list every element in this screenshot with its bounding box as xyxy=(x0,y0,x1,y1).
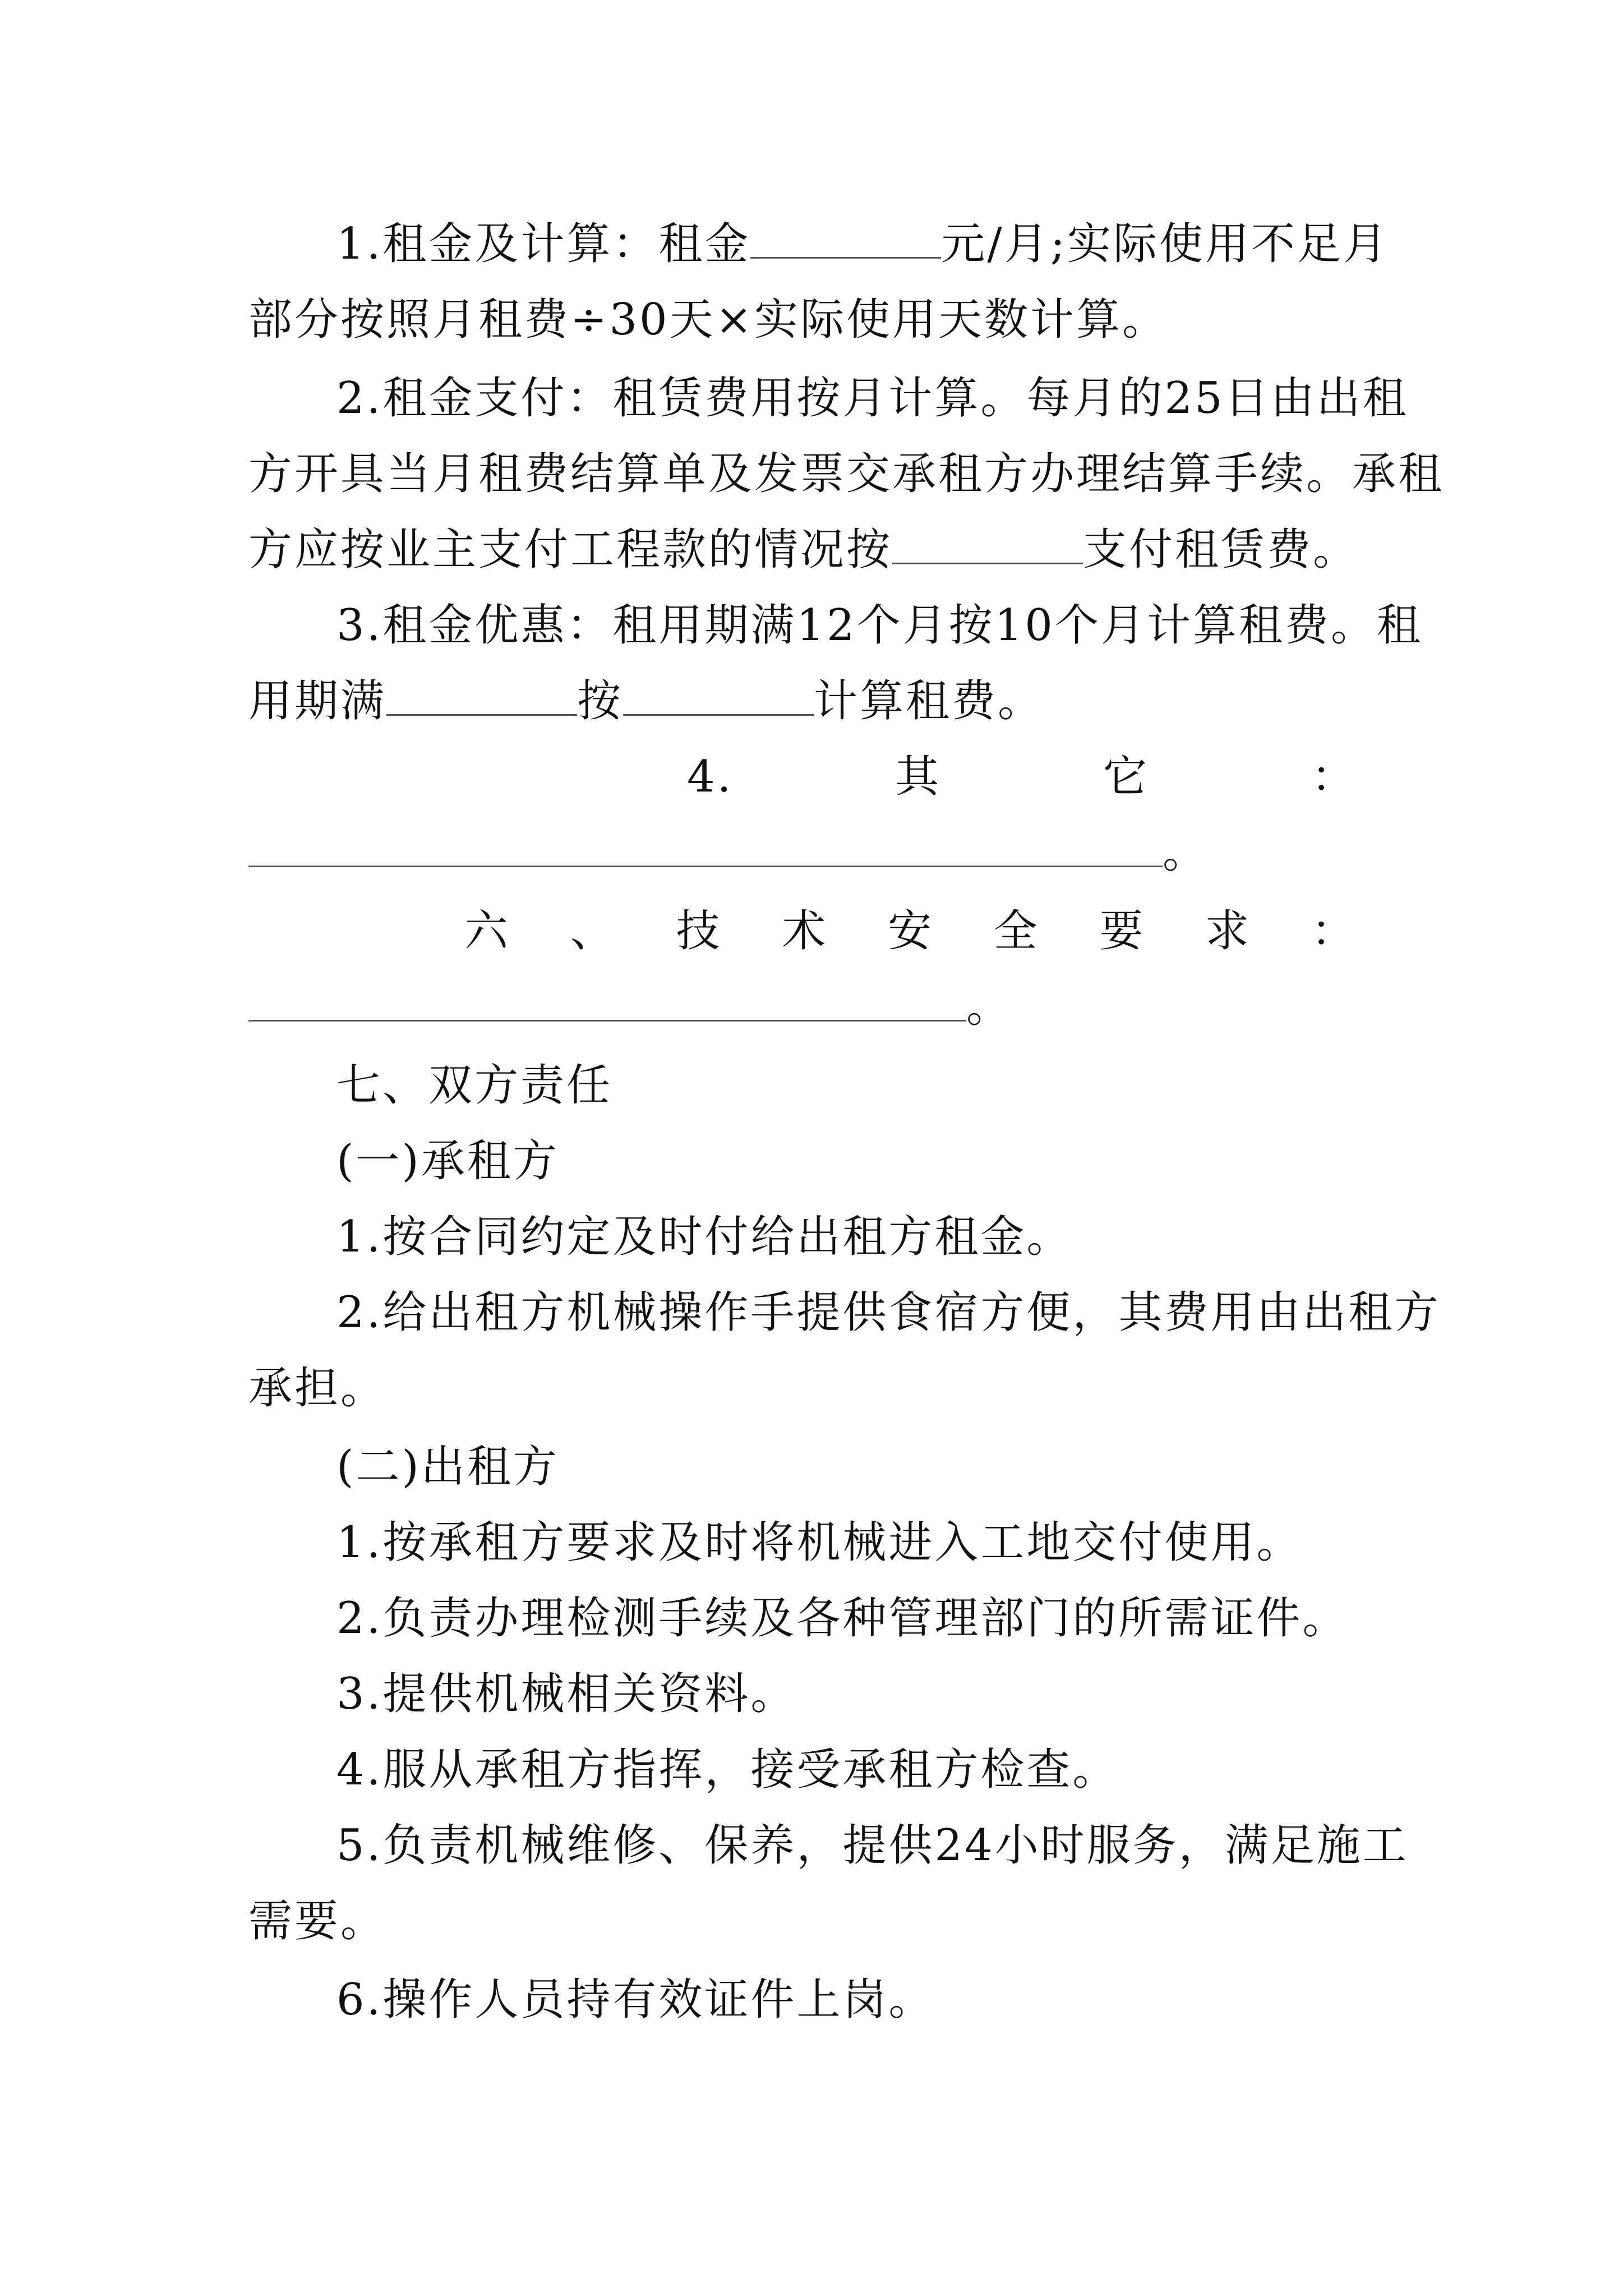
rent-payment-line-2: 方开具当月租费结算单及发票交承租方办理结算手续。承租 xyxy=(248,449,1445,499)
discount-rate-blank[interactable] xyxy=(623,673,814,716)
other-terms-blank-line xyxy=(248,819,1390,886)
safety-char-3: 技 xyxy=(676,906,722,956)
other-terms-blank[interactable] xyxy=(248,824,1163,867)
lessee-item-2-line-2: 承担。 xyxy=(248,1363,387,1414)
lessor-item-5-line-2: 需要。 xyxy=(248,1896,387,1947)
safety-blank-line xyxy=(248,973,1390,1041)
rent-calc-line-1 xyxy=(336,210,1390,278)
other-terms-num: 4. xyxy=(687,752,734,802)
safety-blank[interactable] xyxy=(248,978,966,1022)
lessor-item-3: 3.提供机械相关资料。 xyxy=(336,1669,797,1719)
discount-period-blank[interactable] xyxy=(386,673,577,716)
rent-discount-line-2 xyxy=(248,668,1390,735)
lessor-item-1: 1.按承租方要求及时将机械进入工地交付使用。 xyxy=(336,1517,1303,1568)
payment-method-blank[interactable] xyxy=(892,521,1083,564)
rent-discount-line-1: 3.租金优惠：租用期满12个月按10个月计算租费。租 xyxy=(336,600,1423,651)
safety-char-2: 、 xyxy=(570,906,616,956)
safety-requirements-heading xyxy=(464,898,1357,965)
safety-colon: ： xyxy=(1311,906,1357,956)
rent-payment-label: 方应按业主支付工程款的情况按 xyxy=(248,524,893,575)
other-terms-char-1: 其 xyxy=(895,752,942,802)
safety-char-1: 六 xyxy=(464,906,511,956)
rent-calc-label: 1.租金及计算：租金 xyxy=(336,219,751,269)
safety-char-8: 求 xyxy=(1205,906,1252,956)
safety-char-6: 全 xyxy=(993,906,1040,956)
other-terms-char-2: 它 xyxy=(1103,752,1150,802)
safety-char-4: 术 xyxy=(782,906,828,956)
other-terms-end: 。 xyxy=(1163,827,1209,878)
rent-calc-line-2: 部分按照月租费÷30天×实际使用天数计算。 xyxy=(248,295,1168,345)
rent-discount-end: 计算租费。 xyxy=(814,676,1044,726)
other-terms-line xyxy=(687,743,1357,811)
responsibilities-heading: 七、双方责任 xyxy=(336,1060,613,1111)
rent-payment-line-3 xyxy=(248,516,1390,583)
other-terms-colon: ： xyxy=(1311,752,1357,802)
lessee-item-1: 1.按合同约定及时付给出租方租金。 xyxy=(336,1212,1073,1262)
lessor-heading: (二)出租方 xyxy=(336,1442,559,1492)
lessee-item-2-line-1: 2.给出租方机械操作手提供食宿方便，其费用由出租方 xyxy=(336,1287,1441,1338)
lessee-heading: (一)承租方 xyxy=(336,1136,559,1186)
lessor-item-5-line-1: 5.负责机械维修、保养，提供24小时服务，满足施工 xyxy=(336,1820,1409,1871)
rent-calc-unit: 元/月;实际使用不足月 xyxy=(941,219,1389,269)
lessor-item-2: 2.负责办理检测手续及各种管理部门的所需证件。 xyxy=(336,1593,1349,1644)
safety-char-7: 要 xyxy=(1099,906,1146,956)
safety-end: 。 xyxy=(966,982,1013,1032)
rent-payment-line-1: 2.租金支付：租赁费用按月计算。每月的25日由出租 xyxy=(336,373,1409,424)
safety-char-5: 安 xyxy=(887,906,934,956)
rent-discount-label: 用期满 xyxy=(248,676,387,726)
rent-payment-end: 支付租赁费。 xyxy=(1083,524,1359,575)
rent-amount-blank[interactable] xyxy=(750,215,941,259)
rent-discount-mid: 按 xyxy=(577,676,624,726)
lessor-item-4: 4.服从承租方指挥，接受承租方检查。 xyxy=(336,1745,1119,1795)
lessor-item-6: 6.操作人员持有效证件上岗。 xyxy=(336,1975,935,2025)
